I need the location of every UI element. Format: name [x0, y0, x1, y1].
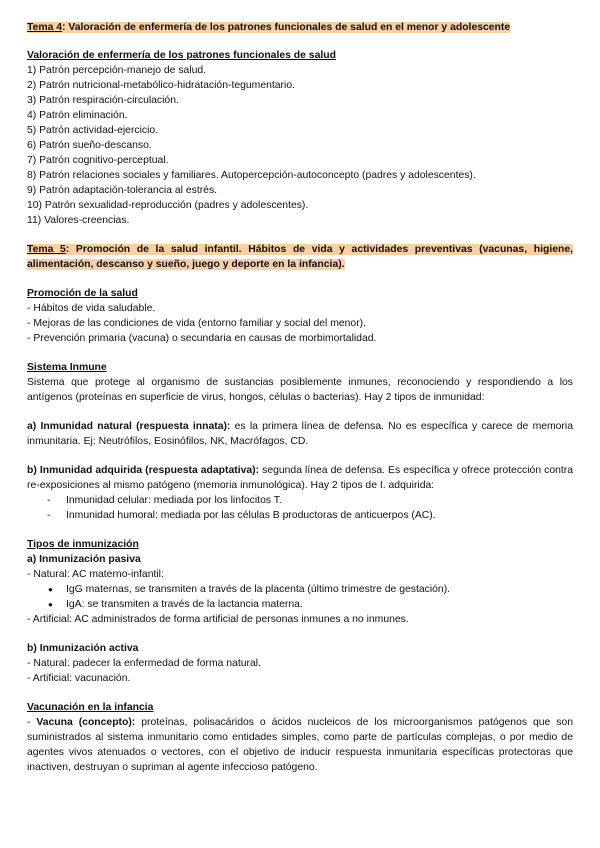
- pasiva-bullets: [27, 582, 573, 612]
- promocion-item: - Hábitos de vida saludable.: [27, 303, 156, 314]
- activa-item: - Artificial: vacunación.: [27, 673, 131, 684]
- activa-item: - Natural: padecer la enfermedad de forma natural.: [27, 658, 261, 669]
- vacuna-paragraph: [27, 715, 573, 775]
- tema5-heading: [27, 242, 573, 272]
- valoracion-section: [27, 48, 573, 228]
- document-page: [27, 20, 573, 789]
- patron-item: 10) Patrón sexualidad-reproducción (padres y adolescentes).: [27, 200, 309, 211]
- vacunacion-section: [27, 700, 573, 775]
- vacuna-text: proteínas, polisacáridos o ácidos nucleicos de los microorganismos patógenos que son suministrados al sistema inmunitario como entidades simples, como parte de partículas complejas, o por medio de agentes vivos atenuados o vectores, con el objetivo de inducir respuesta inmunitaria específicas protectoras que inactiven, destruyan o supriman al agente infeccioso patógeno.: [27, 717, 574, 773]
- patron-item: 1) Patrón percepción-manejo de salud.: [27, 65, 207, 76]
- list-item: ● IgG maternas, se transmiten a través de la placenta (último trimestre de gestación).: [27, 582, 573, 597]
- patron-item: 8) Patrón relaciones sociales y familiares. Autopercepción-autoconcepto (padres y adolescentes).: [27, 170, 476, 181]
- adquirida-list: [27, 493, 573, 523]
- tema4-number: Tema 4: [27, 22, 63, 33]
- promocion-item: - Prevención primaria (vacuna) o secundaria en causas de morbimortalidad.: [27, 333, 377, 344]
- pasiva-natural-line: - Natural: AC materno-infantil:: [27, 569, 164, 580]
- patron-item: 5) Patrón actividad-ejercicio.: [27, 125, 159, 136]
- list-item: - Inmunidad celular: mediada por los linfocitos T.: [27, 493, 573, 508]
- sistema-section: [27, 360, 573, 405]
- natural-text: es la primera línea de defensa. No es específica y carece de memoria inmunitaria. Ej: Neutrófilos, Eosinófilos, NK, Macrófagos, CD.: [27, 421, 573, 447]
- tema4-title: : Valoración de enfermería de los patrones funcionales de salud en el menor y adolescente: [62, 22, 511, 33]
- promocion-section: [27, 286, 573, 346]
- list-item: ● IgA: se transmiten a través de la lactancia materna.: [27, 597, 573, 612]
- tipos-section: [27, 537, 573, 627]
- patron-item: 7) Patrón cognitivo-perceptual.: [27, 155, 169, 166]
- activa-section: [27, 641, 573, 686]
- patron-item: 4) Patrón eliminación.: [27, 110, 128, 121]
- pasiva-artificial-line: - Artificial: AC administrados de forma artificial de personas inmunes a no inmunes.: [27, 614, 409, 625]
- vacunacion-heading: Vacunación en la infancia: [27, 702, 154, 713]
- list-item: - Inmunidad humoral: mediada por las células B productoras de anticuerpos (AC).: [27, 508, 573, 523]
- promocion-heading: Promoción de la salud: [27, 288, 138, 299]
- natural-label: a) Inmunidad natural (respuesta innata):: [27, 421, 231, 432]
- patron-item: 3) Patrón respiración-circulación.: [27, 95, 179, 106]
- patron-item: 11) Valores-creencias.: [27, 215, 130, 226]
- adquirida-label: b) Inmunidad adquirida (respuesta adaptativa):: [27, 465, 260, 476]
- sistema-heading: Sistema Inmune: [27, 362, 107, 373]
- natural-paragraph: [27, 419, 573, 449]
- adquirida-paragraph: [27, 463, 573, 493]
- tema4-heading: [27, 20, 573, 35]
- activa-heading: b) Inmunización activa: [27, 643, 139, 654]
- tema5-number: Tema 5: [27, 244, 66, 255]
- pasiva-heading: a) Inmunización pasiva: [27, 554, 141, 565]
- adquirida-text: segunda línea de defensa. Es específica y ofrece protección contra re-exposiciones al mismo patógeno (memoria inmunológica). Hay 2 tipos de I. adquirida:: [27, 465, 574, 491]
- sistema-paragraph: Sistema que protege al organismo de sustancias posiblemente inmunes, reconociendo y respondiendo a los antígenos (proteínas en superficie de virus, hongos, células o bacterias). Hay 2 tipos de inmunidad:: [27, 377, 573, 403]
- vacuna-prefix: -: [27, 717, 37, 728]
- adquirida-section: [27, 463, 573, 523]
- patron-item: 2) Patrón nutricional-metabólico-hidratación-tegumentario.: [27, 80, 295, 91]
- tema5-title: : Promoción de la salud infantil. Hábitos de vida y actividades preventivas (vacunas, higiene, alimentación, descanso y sueño, juego y deporte en la infancia).: [27, 244, 573, 270]
- valoracion-heading: Valoración de enfermería de los patrones funcionales de salud: [27, 50, 336, 61]
- patron-item: 9) Patrón adaptación-tolerancia al estrés.: [27, 185, 218, 196]
- vacuna-label: Vacuna (concepto):: [36, 717, 136, 728]
- patron-item: 6) Patrón sueño-descanso.: [27, 140, 152, 151]
- promocion-item: - Mejoras de las condiciones de vida (entorno familiar y social del menor).: [27, 318, 367, 329]
- tipos-heading: Tipos de inmunización: [27, 539, 139, 550]
